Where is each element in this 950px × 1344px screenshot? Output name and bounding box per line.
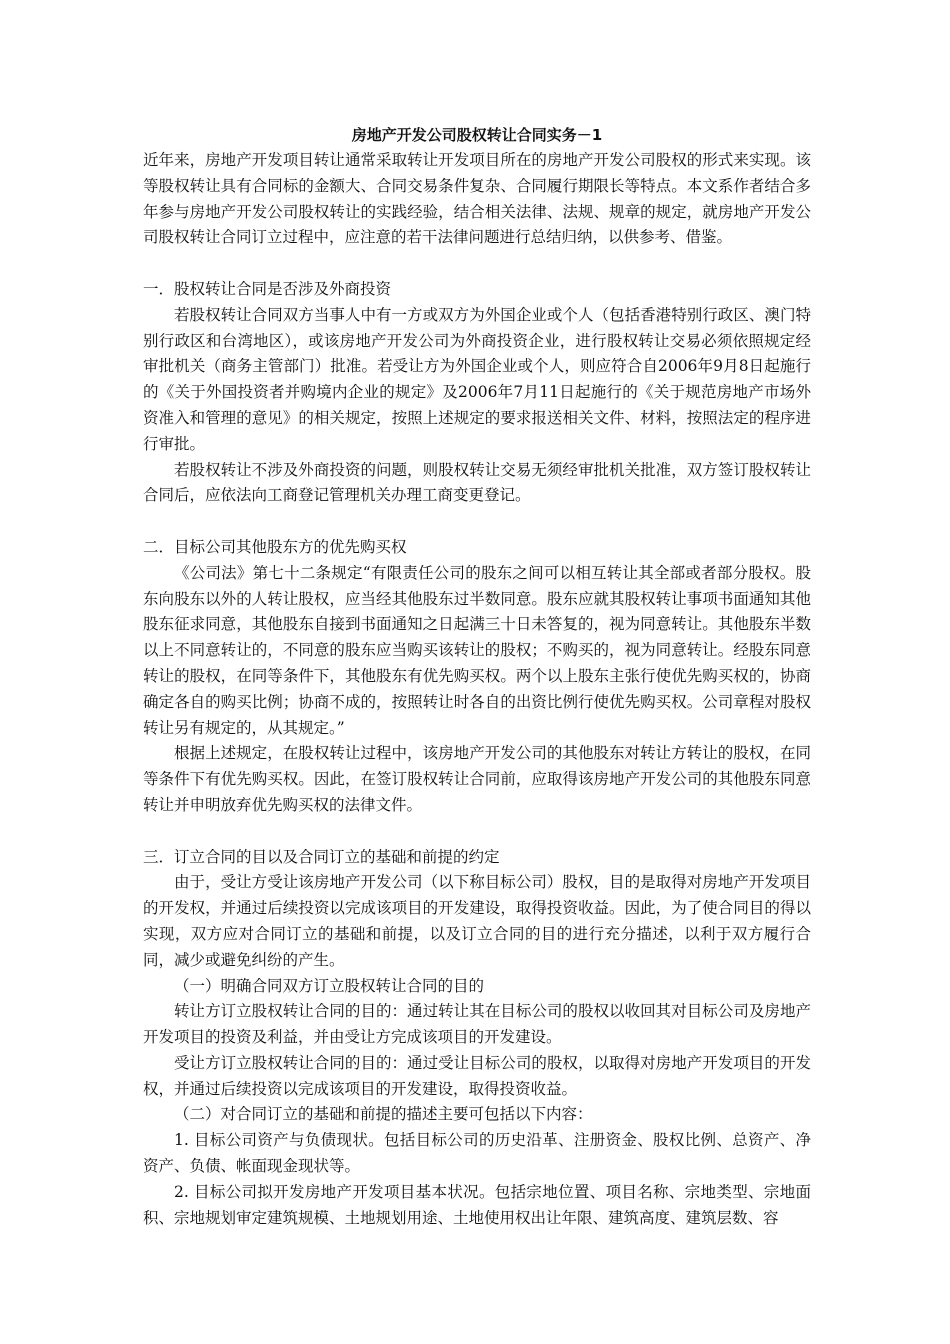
blank-line (143, 251, 811, 277)
section-2-paragraph-1: 《公司法》第七十二条规定“有限责任公司的股东之间可以相互转让其全部或者部分股权。股东向股东以外的人转让股权，应当经其他股东过半数同意。股东应就其股权转让事项书面通知其他股东征求同意，其他股东自接到书面通知之日起满三十日未答复的，视为同意转让。其他股东半数以上不同意转让的，不同意的股东应当购买该转让的股权；不购买的，视为同意转让。经股东同意转让的股权，在同等条件下，其他股东有优先购买权。两个以上股东主张行使优先购买权的，协商确定各自的购买比例；协商不成的，按照转让时各自的出资比例行使优先购买权。公司章程对股权转让另有规定的，从其规定。” (143, 563, 811, 737)
section-1-paragraph-1: 若股权转让合同双方当事人中有一方或双方为外国企业或个人（包括香港特别行政区、澳门特别行政区和台湾地区），或该房地产开发公司为外商投资企业，进行股权转让交易必须依照规定经审批机关（商务主管部门）批准。若受让方为外国企业或个人，则应符合自2006年9月8日起施行的《关于外国投资者并购境内企业的规定》及2006年7月11日起施行的《关于规范房地产市场外资准入和管理的意见》的相关规定，按照上述规定的要求报送相关文件、材料，按照法定的程序进行审批。 (143, 305, 811, 453)
section-3-list-item-2: 2. 目标公司拟开发房地产开发项目基本状况。包括宗地位置、项目名称、宗地类型、宗地面积、宗地规划审定建筑规模、土地规划用途、土地使用权出让年限、建筑高度、建筑层数、容 (143, 1182, 811, 1227)
intro-paragraph: 近年来，房地产开发项目转让通常采取转让开发项目所在的房地产开发公司股权的形式来实现。该等股权转让具有合同标的金额大、合同交易条件复杂、合同履行期限长等特点。本文系作者结合多年参与房地产开发公司股权转让的实践经验，结合相关法律、法规、规章的规定，就房地产开发公司股权转让合同订立过程中，应注意的若干法律问题进行总结归纳，以供参考、借鉴。 (143, 151, 811, 247)
section-3-paragraph-1: 由于，受让方受让该房地产开发公司（以下称目标公司）股权，目的是取得对房地产开发项目的开发权，并通过后续投资以完成该项目的开发建设，取得投资收益。因此，为了使合同目的得以实现，双方应对合同订立的基础和前提，以及订立合同的目的进行充分描述，以利于双方履行合同，减少或避免纠纷的产生。 (143, 873, 811, 969)
section-2-heading: 二．目标公司其他股东方的优先购买权 (143, 537, 407, 556)
section-3-heading: 三．订立合同的目以及合同订立的基础和前提的约定 (143, 847, 500, 866)
section-1-heading: 一．股权转让合同是否涉及外商投资 (143, 279, 392, 298)
blank-line (143, 509, 811, 535)
section-2-paragraph-2: 根据上述规定，在股权转让过程中，该房地产开发公司的其他股东对转让方转让的股权，在同等条件下有优先购买权。因此，在签订股权转让合同前，应取得该房地产开发公司的其他股东同意转让并申明放弃优先购买权的法律文件。 (143, 744, 811, 814)
document-page (143, 122, 811, 1231)
section-3-subheading-2: （二）对合同订立的基础和前提的描述主要可包括以下内容： (174, 1105, 593, 1124)
section-1-paragraph-2: 若股权转让不涉及外商投资的问题，则股权转让交易无须经审批机关批准，双方签订股权转让合同后，应依法向工商登记管理机关办理工商变更登记。 (143, 460, 811, 505)
section-3-subheading-1: （一）明确合同双方订立股权转让合同的目的 (174, 976, 485, 995)
section-3-paragraph-3: 受让方订立股权转让合同的目的：通过受让目标公司的股权，以取得对房地产开发项目的开发权，并通过后续投资以完成该项目的开发建设，取得投资收益。 (143, 1053, 811, 1098)
blank-line (143, 819, 811, 845)
section-3-list-item-1: 1. 目标公司资产与负债现状。包括目标公司的历史沿革、注册资金、股权比例、总资产、净资产、负债、帐面现金现状等。 (143, 1131, 811, 1176)
document-title: 房地产开发公司股权转让合同实务－1 (351, 126, 603, 144)
section-3-paragraph-2: 转让方订立股权转让合同的目的：通过转让其在目标公司的股权以收回其对目标公司及房地产开发项目的投资及利益，并由受让方完成该项目的开发建设。 (143, 1002, 811, 1047)
